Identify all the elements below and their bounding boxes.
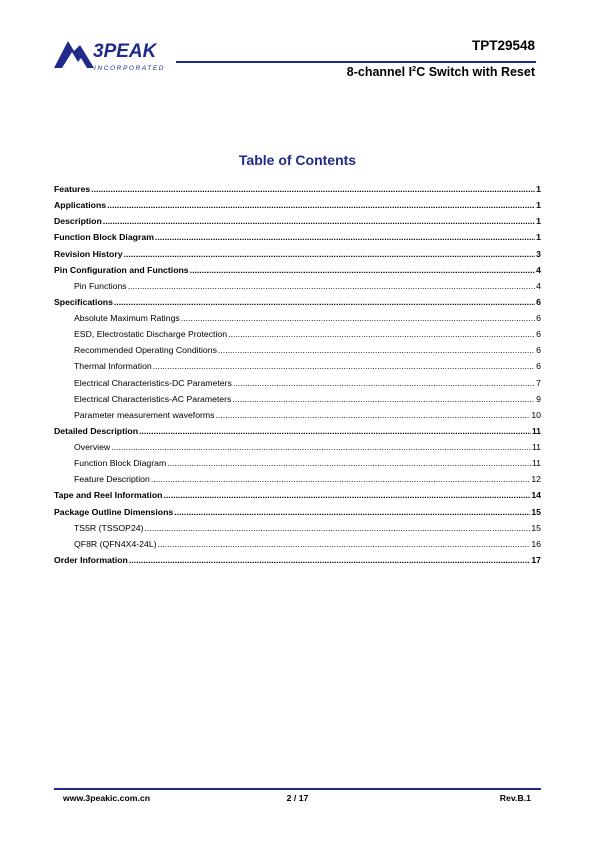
toc-entry[interactable] bbox=[54, 375, 541, 391]
footer-website-link[interactable]: www.3peakic.com.cn bbox=[63, 793, 151, 803]
toc-entry-page: 11 bbox=[531, 458, 541, 469]
toc-dot-leader bbox=[139, 423, 531, 439]
subtitle-pre: 8-channel I bbox=[346, 65, 413, 79]
toc-entry[interactable] bbox=[54, 294, 541, 310]
toc-entry[interactable] bbox=[54, 504, 541, 520]
toc-entry-page: 17 bbox=[531, 554, 541, 565]
toc-dot-leader bbox=[232, 391, 535, 407]
toc-entry[interactable] bbox=[54, 520, 541, 536]
toc-entry-page: 10 bbox=[531, 409, 541, 420]
toc-entry-title: Applications bbox=[54, 200, 107, 211]
toc-entry[interactable] bbox=[54, 391, 541, 407]
toc-entry[interactable] bbox=[54, 213, 541, 229]
header-rule bbox=[176, 61, 536, 63]
toc-dot-leader bbox=[167, 455, 531, 471]
toc-dot-leader bbox=[151, 471, 531, 487]
footer-page-number: 2 / 17 bbox=[286, 793, 309, 803]
toc-entry-title: Recommended Operating Conditions bbox=[74, 345, 217, 356]
toc-entry-title: ESD, Electrostatic Discharge Protection bbox=[74, 329, 228, 340]
toc-dot-leader bbox=[114, 294, 535, 310]
footer-rule bbox=[54, 788, 541, 790]
toc-entry[interactable] bbox=[54, 358, 541, 374]
toc-dot-leader bbox=[216, 407, 531, 423]
toc-entry[interactable] bbox=[54, 229, 541, 245]
toc-entry-title: Electrical Characteristics-DC Parameters bbox=[74, 377, 232, 388]
toc-entry[interactable] bbox=[54, 262, 541, 278]
toc-entry[interactable] bbox=[54, 439, 541, 455]
logo-tagline-text: INCORPORATED bbox=[94, 65, 166, 72]
toc-entry-title: Function Block Diagram bbox=[74, 458, 167, 469]
toc-dot-leader bbox=[228, 326, 535, 342]
toc-entry-page: 16 bbox=[531, 538, 541, 549]
toc-dot-leader bbox=[145, 520, 531, 536]
toc-dot-leader bbox=[158, 536, 531, 552]
toc-entry-page: 1 bbox=[536, 184, 541, 194]
logo-brand-text: 3PEAK bbox=[93, 41, 157, 62]
toc-dot-leader bbox=[103, 213, 535, 229]
toc-entry[interactable] bbox=[54, 310, 541, 326]
toc-entry-page: 4 bbox=[536, 280, 541, 291]
peak-logo-mark bbox=[54, 37, 184, 75]
toc-entry-page: 6 bbox=[536, 313, 541, 323]
document-subtitle bbox=[347, 65, 535, 79]
toc-entry-page: 9 bbox=[536, 393, 541, 404]
toc-entry-title: Function Block Diagram bbox=[54, 232, 154, 243]
subtitle-superscript: 2 bbox=[412, 63, 417, 73]
toc-dot-leader bbox=[233, 375, 535, 391]
toc-entry-page: 6 bbox=[536, 361, 541, 372]
toc-entry-title: Order Information bbox=[54, 554, 128, 565]
toc-entry-title: Overview bbox=[74, 442, 111, 452]
toc-dot-leader bbox=[124, 246, 536, 262]
toc-entry[interactable] bbox=[54, 246, 541, 262]
toc-entry[interactable] bbox=[54, 197, 541, 213]
toc-title: Table of Contents bbox=[238, 152, 357, 168]
toc-entry[interactable] bbox=[54, 278, 541, 294]
toc-entry-title: Tape and Reel Information bbox=[54, 490, 163, 501]
toc-entry-page: 1 bbox=[536, 200, 541, 211]
toc-entry-title: Thermal Information bbox=[74, 361, 152, 372]
toc-dot-leader bbox=[163, 487, 530, 503]
toc-entry-page: 3 bbox=[536, 248, 541, 259]
toc-entry[interactable] bbox=[54, 471, 541, 487]
toc-dot-leader bbox=[111, 439, 531, 455]
toc-dot-leader bbox=[181, 310, 535, 326]
toc-entry-title: Features bbox=[54, 184, 91, 194]
toc-entry-title: Pin Functions bbox=[74, 280, 127, 291]
subtitle-post: C Switch with Reset bbox=[416, 65, 535, 79]
toc-dot-leader bbox=[190, 262, 536, 278]
toc-entry[interactable] bbox=[54, 536, 541, 552]
toc-entry-page: 6 bbox=[536, 345, 541, 356]
toc-entry[interactable] bbox=[54, 423, 541, 439]
toc-entry-page: 1 bbox=[536, 216, 541, 227]
toc-entry[interactable] bbox=[54, 487, 541, 503]
toc-entry-title: Pin Configuration and Functions bbox=[54, 264, 189, 275]
toc-dot-leader bbox=[218, 342, 535, 358]
toc-entry-page: 14 bbox=[531, 490, 541, 501]
toc-dot-leader bbox=[153, 358, 535, 374]
toc-entry[interactable] bbox=[54, 455, 541, 471]
toc-entry-title: Absolute Maximum Ratings bbox=[74, 313, 180, 323]
toc-dot-leader bbox=[174, 504, 530, 520]
part-number: TPT29548 bbox=[471, 38, 535, 53]
toc-entry-title: Electrical Characteristics-AC Parameters bbox=[74, 393, 232, 404]
toc-entry-title: QF8R (QFN4X4-24L) bbox=[74, 538, 157, 549]
toc-entry-title: Revision History bbox=[54, 248, 123, 259]
toc-dot-leader bbox=[128, 278, 536, 294]
toc-entry[interactable] bbox=[54, 407, 541, 423]
toc-dot-leader bbox=[91, 181, 535, 197]
toc-entry[interactable] bbox=[54, 552, 541, 568]
toc-entry-page: 12 bbox=[531, 474, 541, 485]
toc-entry-page: 7 bbox=[536, 377, 541, 388]
toc-entry-title: Package Outline Dimensions bbox=[54, 506, 174, 517]
toc-entry-page: 11 bbox=[531, 442, 541, 452]
toc-entry-title: Description bbox=[54, 216, 102, 227]
toc-entry[interactable] bbox=[54, 342, 541, 358]
toc-dot-leader bbox=[129, 552, 530, 568]
toc-entry-title: Parameter measurement waveforms bbox=[74, 409, 215, 420]
toc-dot-leader bbox=[107, 197, 535, 213]
toc-entry-page: 11 bbox=[531, 425, 541, 436]
toc-entry-page: 4 bbox=[536, 264, 541, 275]
toc-entry[interactable] bbox=[54, 181, 541, 197]
toc-entry-title: Specifications bbox=[54, 296, 113, 307]
toc-entry-page: 15 bbox=[531, 522, 541, 533]
toc-entry-title: TS5R (TSSOP24) bbox=[74, 522, 144, 533]
toc-dot-leader bbox=[155, 229, 535, 245]
toc-entry-page: 15 bbox=[531, 506, 541, 517]
toc-entry-page: 6 bbox=[536, 329, 541, 340]
toc-entry-page: 1 bbox=[536, 232, 541, 243]
company-logo bbox=[54, 37, 184, 75]
table-of-contents bbox=[54, 181, 541, 568]
toc-entry-page: 6 bbox=[536, 296, 541, 307]
toc-entry-title: Detailed Description bbox=[54, 425, 138, 436]
footer-revision: Rev.B.1 bbox=[499, 793, 531, 803]
toc-entry-title: Feature Description bbox=[74, 474, 150, 485]
toc-entry[interactable] bbox=[54, 326, 541, 342]
